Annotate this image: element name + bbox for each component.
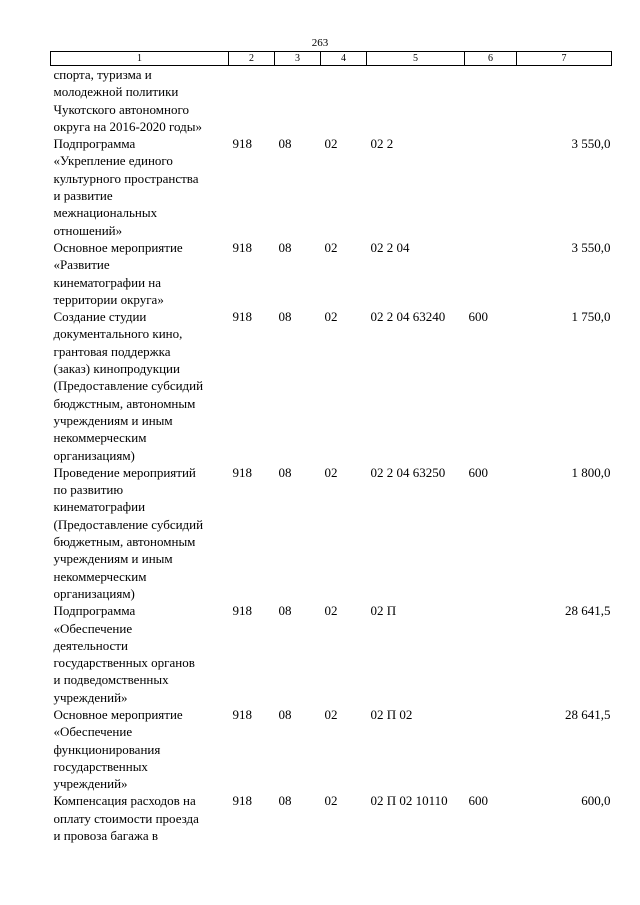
row-ministry-code: 918 [232, 706, 252, 722]
row-ministry-code: 918 [232, 136, 252, 152]
row-name: Подпрограмма «Укрепление единого культурного пространства и развитие межнациональных отношений» [53, 136, 199, 238]
row-name: спорта, туризма и молодежной политики Чукотского автономного округа на 2016-2020 годы» [53, 67, 203, 134]
row-target-article: 02 П [370, 603, 397, 619]
row-target-article: 02 П 02 10110 [370, 793, 448, 809]
row-section-code: 08 [278, 136, 292, 152]
row-name: Создание студии документального кино, грантовая поддержка (заказ) кинопродукции (Предоставление субсидий бюджстным, автономным учреждениям и иным некоммерческим организациям) [53, 309, 204, 463]
column-header-1: 1 [51, 52, 229, 66]
table-row [51, 464, 612, 602]
row-name: Основное мероприятие «Развитие кинематографии на территории округа» [53, 239, 183, 307]
row-expense-type [465, 239, 517, 308]
row-amount: 600,0 [581, 793, 611, 809]
row-ministry-code: 918 [232, 464, 252, 480]
column-header-4: 4 [321, 52, 367, 66]
row-subsection-code: 02 [324, 309, 338, 325]
row-amount: 1 750,0 [571, 309, 611, 325]
row-expense-type [465, 706, 517, 792]
row-section-code [275, 66, 321, 136]
row-expense-type: 600 [468, 464, 488, 480]
row-target-article: 02 2 04 63250 [370, 464, 446, 480]
row-name: Подпрограмма «Обеспечение деятельности государственных органов и подведомственных учреждений» [53, 603, 195, 705]
row-subsection-code: 02 [324, 793, 338, 809]
row-subsection-code: 02 [324, 136, 338, 152]
row-expense-type: 600 [468, 793, 488, 809]
page-number: 263 [311, 37, 329, 49]
row-amount: 3 550,0 [571, 239, 611, 255]
table-row [51, 308, 612, 464]
row-target-article: 02 2 04 63240 [370, 309, 446, 325]
table-row [51, 602, 612, 706]
row-amount: 1 800,0 [571, 464, 611, 480]
row-amount: 28 641,5 [565, 603, 611, 619]
column-header-6: 6 [465, 52, 517, 66]
row-section-code: 08 [278, 603, 292, 619]
row-amount: 3 550,0 [571, 136, 611, 152]
row-target-article: 02 П 02 [370, 706, 413, 722]
row-section-code: 08 [278, 309, 292, 325]
row-section-code: 08 [278, 239, 292, 255]
column-number-row [51, 52, 612, 66]
row-subsection-code: 02 [324, 239, 338, 255]
row-target-article: 02 2 [370, 136, 394, 152]
row-section-code: 08 [278, 793, 292, 809]
row-ministry-code: 918 [232, 793, 252, 809]
row-amount: 28 641,5 [565, 706, 611, 722]
row-ministry-code: 918 [232, 239, 252, 255]
row-expense-type [465, 66, 517, 136]
row-section-code: 08 [278, 464, 292, 480]
row-expense-type [465, 602, 517, 706]
row-expense-type [465, 135, 517, 239]
table-row [51, 66, 612, 136]
row-amount [517, 66, 612, 136]
row-name: Компенсация расходов на оплату стоимости проезда и провоза багажа в [53, 793, 199, 844]
row-section-code: 08 [278, 706, 292, 722]
row-subsection-code: 02 [324, 464, 338, 480]
column-header-3: 3 [275, 52, 321, 66]
table-row [51, 239, 612, 308]
row-name: Основное мероприятие «Обеспечение функционирования государственных учреждений» [53, 706, 183, 792]
row-ministry-code: 918 [232, 309, 252, 325]
row-subsection-code [321, 66, 367, 136]
row-name: Проведение мероприятий по развитию кинематографии (Предоставление субсидий бюджетным, автономным учреждениям и иным некоммерческим организациям) [53, 464, 204, 601]
column-header-7: 7 [517, 52, 612, 66]
row-ministry-code: 918 [232, 603, 252, 619]
column-header-5: 5 [367, 52, 465, 66]
budget-table [50, 51, 612, 844]
row-target-article: 02 2 04 [370, 239, 410, 255]
table-row [51, 706, 612, 792]
row-subsection-code: 02 [324, 706, 338, 722]
table-row [51, 135, 612, 239]
column-header-2: 2 [229, 52, 275, 66]
row-ministry-code [229, 66, 275, 136]
table-row [51, 792, 612, 844]
row-subsection-code: 02 [324, 603, 338, 619]
row-target-article [367, 66, 465, 136]
row-expense-type: 600 [468, 309, 488, 325]
